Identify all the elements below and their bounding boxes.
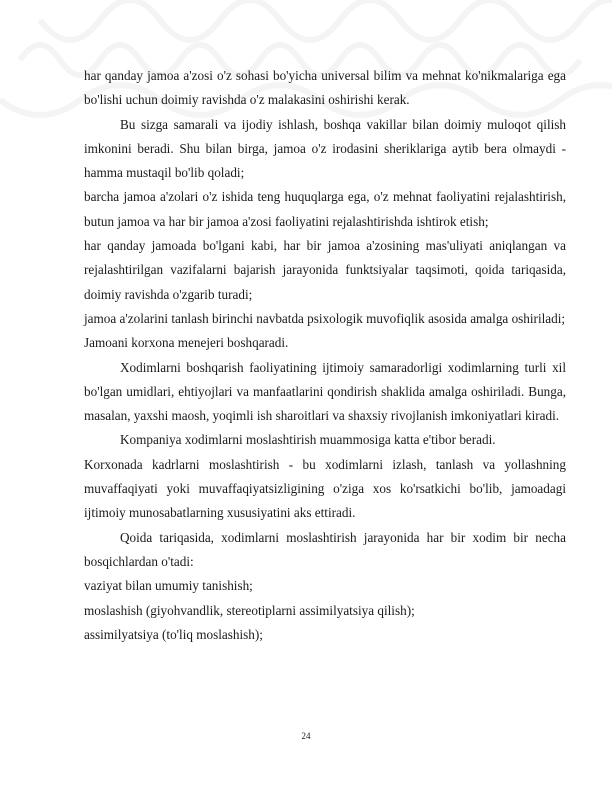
paragraph-11: vaziyat bilan umumiy tanishish;	[84, 578, 253, 594]
paragraph-12: moslashish (giyohvandlik, stereotiplarni assimilyatsiya qilish);	[84, 602, 415, 618]
paragraph-6: Jamoani korxona menejeri boshqaradi.	[84, 335, 289, 351]
paragraph-10: Qoida tariqasida, xodimlarni moslashtirish jarayonida har bir xodim bir necha bosqichlardan o'tadi:	[84, 529, 566, 569]
paragraph-5: jamoa a'zolarini tanlash birinchi navbatda psixologik muvofiqlik asosida amalga oshiriladi;	[84, 310, 566, 326]
paragraph-9: Korxonada kadrlarni moslashtirish - bu xodimlarni izlash, tanlash va yollashning muvaffaqiyati yoki muvaffaqiyatsizligining o'ziga xos ko'rsatkichi bo'lib, jamoadagi ijtimoiy munosabatlarning xususiyatini aks ettiradi.	[84, 456, 566, 521]
paragraph-7: Xodimlarni boshqarish faoliyatining ijtimoiy samaradorligi xodimlarning turli xil bo'lgan umidlari, ehtiyojlari va manfaatlarini qondirish shaklida amalga oshiriladi. Bunga, masalan, yaxshi maosh, yoqimli ish sharoitlari va shaxsiy rivojlanish imkoniyatlari kiradi.	[84, 359, 566, 424]
paragraph-3: barcha jamoa a'zolari o'z ishida teng huquqlarga ega, o'z mehnat faoliyatini rejalashtirish, butun jamoa va har bir jamoa a'zosi faoliyatini rejalashtirishda ishtirok etish;	[84, 189, 566, 229]
paragraph-4: har qanday jamoada bo'lgani kabi, har bir jamoa a'zosining mas'uliyati aniqlangan va rejalashtirilgan vazifalarni bajarish jarayonida funktsiyalar taqsimoti, qoida tariqasida, doimiy ravishda o'zgarib turadi;	[84, 238, 566, 302]
page-number: 24	[301, 731, 311, 741]
paragraph-1: har qanday jamoa a'zosi o'z sohasi bo'yicha universal bilim va mehnat ko'nikmalariga ega bo'lishi uchun doimiy ravishda o'z malakasini oshirishi kerak.	[84, 68, 566, 108]
paragraph-8: Kompaniya xodimlarni moslashtirish muammosiga katta e'tibor beradi.	[120, 432, 496, 448]
paragraph-2: Bu sizga samarali va ijodiy ishlash, boshqa vakillar bilan doimiy muloqot qilish imkonini beradi. Shu bilan birga, jamoa o'z irodasini sheriklariga aytib bera olmaydi - hamma mustaqil bo'lib qoladi;	[84, 116, 566, 181]
paragraph-13: assimilyatsiya (to'liq moslashish);	[84, 626, 263, 642]
document-body	[84, 64, 566, 647]
